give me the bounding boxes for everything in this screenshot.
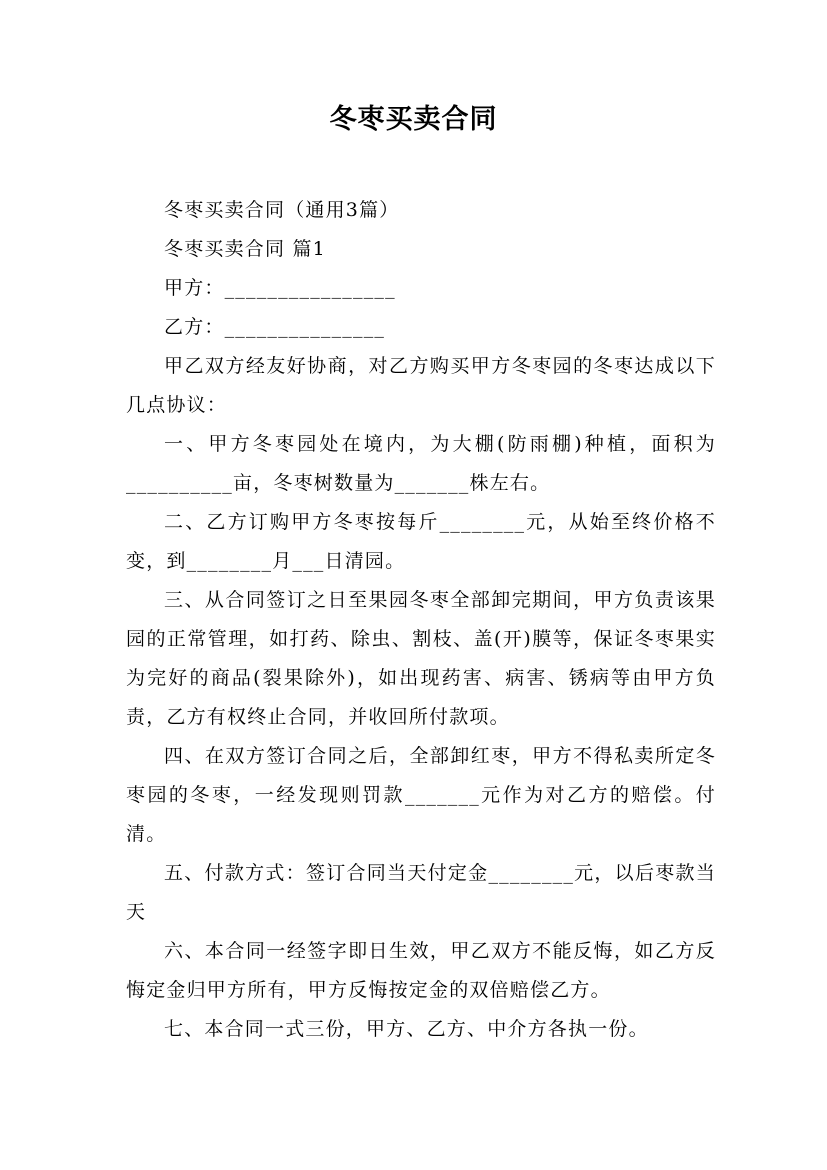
paragraph-clause-3: 三、从合同签订之日至果园冬枣全部卸完期间，甲方负责该果园的正常管理，如打药、除虫、割枝、盖(开)膜等，保证冬枣果实为完好的商品(裂果除外)，如出现药害、病害、锈病等由甲方负责，乙方有权终止合同，并收回所付款项。 bbox=[126, 589, 716, 728]
paragraph-clause-2: 二、乙方订购甲方冬枣按每斤________元，从始至终价格不变，到________月___日清园。 bbox=[126, 511, 716, 572]
paragraph-clause-1: 一、甲方冬枣园处在境内，为大棚(防雨棚)种植，面积为__________亩，冬枣树数量为_______株左右。 bbox=[126, 433, 716, 494]
paragraph-clause-7: 七、本合同一式三份，甲方、乙方、中介方各执一份。 bbox=[164, 1018, 649, 1040]
paragraph-party-b: 乙方：_______________ bbox=[164, 316, 386, 338]
paragraph-clause-5: 五、付款方式：签订合同当天付定金________元，以后枣款当天 bbox=[126, 862, 716, 923]
paragraph-clause-6: 六、本合同一经签字即日生效，甲乙双方不能反悔，如乙方反悔定金归甲方所有，甲方反悔按定金的双倍赔偿乙方。 bbox=[126, 940, 716, 1001]
document-title: 冬枣买卖合同 bbox=[329, 104, 498, 135]
paragraph-preamble: 甲乙双方经友好协商，对乙方购买甲方冬枣园的冬枣达成以下几点协议： bbox=[126, 355, 716, 416]
paragraph-party-a: 甲方：________________ bbox=[164, 277, 396, 299]
paragraph-section-heading: 冬枣买卖合同 篇1 bbox=[164, 238, 326, 260]
document-body bbox=[126, 191, 716, 1049]
paragraph-clause-4: 四、在双方签订合同之后，全部卸红枣，甲方不得私卖所定冬枣园的冬枣，一经发现则罚款_______元作为对乙方的赔偿。付清。 bbox=[126, 745, 716, 845]
paragraph-collection-title: 冬枣买卖合同（通用3篇） bbox=[164, 199, 400, 221]
